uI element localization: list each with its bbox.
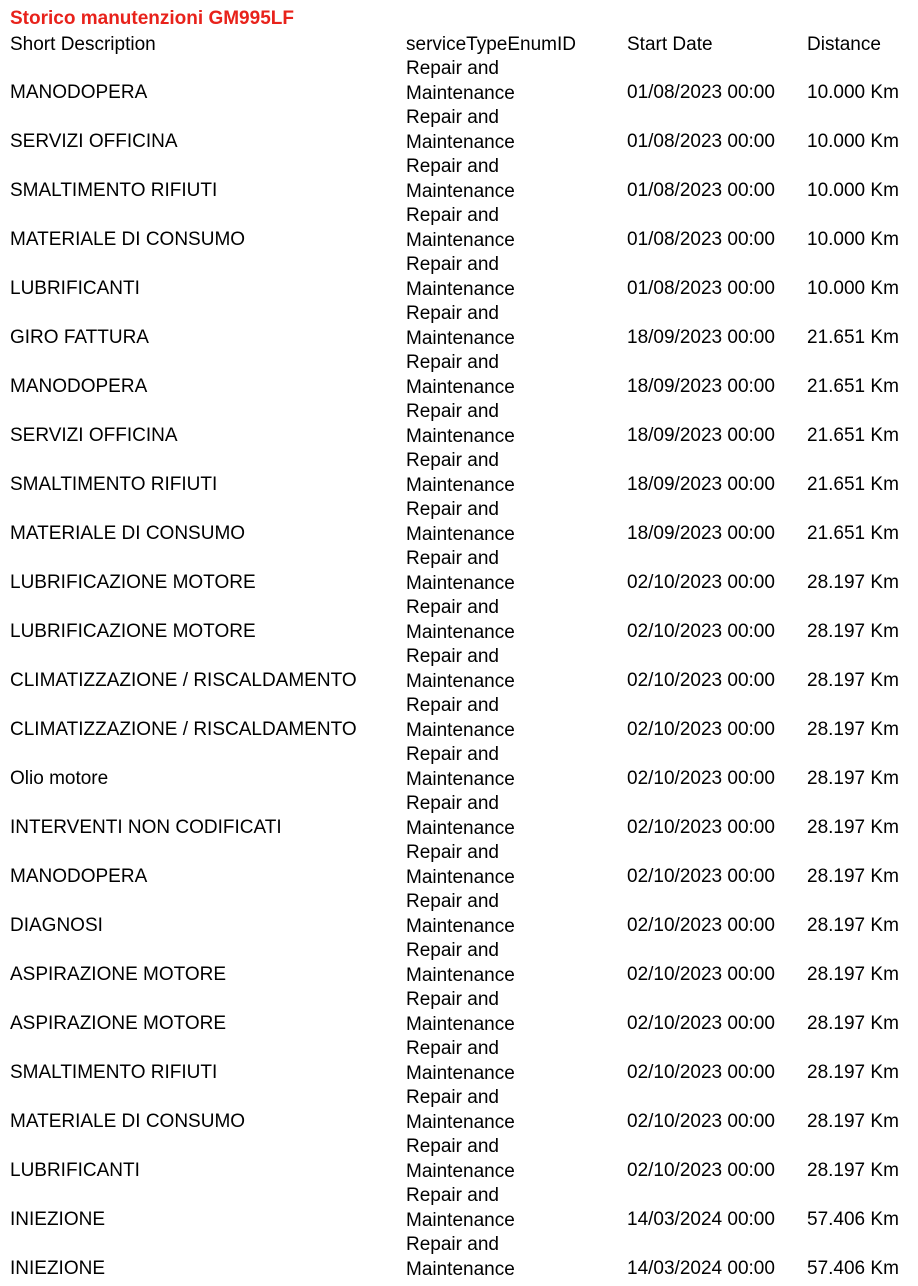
table-row <box>0 400 918 449</box>
cell-start-date: 02/10/2023 00:00 <box>627 719 775 740</box>
column-header-start-date: Start Date <box>627 34 713 55</box>
table-row <box>0 694 918 743</box>
cell-service-type: Repair and Maintenance <box>406 940 515 986</box>
cell-distance: 28.197 Km <box>807 768 899 789</box>
cell-service-type: Repair and Maintenance <box>406 107 515 153</box>
cell-service-type: Repair and Maintenance <box>406 58 515 104</box>
cell-start-date: 14/03/2024 00:00 <box>627 1209 775 1230</box>
cell-distance: 28.197 Km <box>807 1013 899 1034</box>
table-row <box>0 302 918 351</box>
table-row <box>0 449 918 498</box>
cell-description: GIRO FATTURA <box>10 327 149 348</box>
cell-service-type: Repair and Maintenance <box>406 156 515 202</box>
cell-distance: 10.000 Km <box>807 278 899 299</box>
table-row <box>0 792 918 841</box>
column-header-distance: Distance <box>807 34 881 55</box>
cell-start-date: 02/10/2023 00:00 <box>627 1013 775 1034</box>
cell-description: DIAGNOSI <box>10 915 103 936</box>
table-row <box>0 155 918 204</box>
cell-service-type: Repair and Maintenance <box>406 1087 515 1133</box>
cell-start-date: 14/03/2024 00:00 <box>627 1258 775 1279</box>
cell-distance: 10.000 Km <box>807 131 899 152</box>
cell-service-type: Repair and Maintenance <box>406 499 515 545</box>
table-row <box>0 1233 918 1282</box>
cell-service-type: Repair and Maintenance <box>406 1038 515 1084</box>
table-row <box>0 57 918 106</box>
cell-service-type: Repair and Maintenance <box>406 205 515 251</box>
cell-distance: 10.000 Km <box>807 229 899 250</box>
cell-distance: 10.000 Km <box>807 180 899 201</box>
cell-start-date: 01/08/2023 00:00 <box>627 131 775 152</box>
cell-start-date: 02/10/2023 00:00 <box>627 572 775 593</box>
cell-description: ASPIRAZIONE MOTORE <box>10 964 227 985</box>
table-row <box>0 596 918 645</box>
cell-description: MANODOPERA <box>10 376 148 397</box>
cell-start-date: 02/10/2023 00:00 <box>627 915 775 936</box>
cell-start-date: 01/08/2023 00:00 <box>627 278 775 299</box>
cell-description: SERVIZI OFFICINA <box>10 131 178 152</box>
cell-service-type: Repair and Maintenance <box>406 450 515 496</box>
cell-service-type: Repair and Maintenance <box>406 989 515 1035</box>
cell-description: ASPIRAZIONE MOTORE <box>10 1013 227 1034</box>
cell-description: MATERIALE DI CONSUMO <box>10 1111 246 1132</box>
table-row <box>0 106 918 155</box>
cell-start-date: 02/10/2023 00:00 <box>627 1062 775 1083</box>
cell-description: CLIMATIZZAZIONE / RISCALDAMENTO <box>10 670 357 691</box>
cell-start-date: 01/08/2023 00:00 <box>627 82 775 103</box>
cell-start-date: 01/08/2023 00:00 <box>627 229 775 250</box>
cell-service-type: Repair and Maintenance <box>406 1185 515 1231</box>
cell-service-type: Repair and Maintenance <box>406 303 515 349</box>
cell-start-date: 18/09/2023 00:00 <box>627 425 775 446</box>
cell-service-type: Repair and Maintenance <box>406 1136 515 1182</box>
cell-distance: 28.197 Km <box>807 670 899 691</box>
cell-start-date: 02/10/2023 00:00 <box>627 621 775 642</box>
cell-description: MANODOPERA <box>10 82 148 103</box>
table-row <box>0 743 918 792</box>
table-row <box>0 1135 918 1184</box>
cell-distance: 28.197 Km <box>807 1062 899 1083</box>
cell-description: SMALTIMENTO RIFIUTI <box>10 180 218 201</box>
cell-service-type: Repair and Maintenance <box>406 352 515 398</box>
cell-distance: 28.197 Km <box>807 817 899 838</box>
cell-distance: 28.197 Km <box>807 719 899 740</box>
cell-distance: 21.651 Km <box>807 425 899 446</box>
cell-description: Olio motore <box>10 768 109 789</box>
table-row <box>0 351 918 400</box>
cell-service-type: Repair and Maintenance <box>406 744 515 790</box>
cell-service-type: Repair and Maintenance <box>406 254 515 300</box>
cell-start-date: 02/10/2023 00:00 <box>627 964 775 985</box>
cell-description: SERVIZI OFFICINA <box>10 425 178 446</box>
cell-description: MATERIALE DI CONSUMO <box>10 523 246 544</box>
table-row <box>0 939 918 988</box>
cell-description: INIEZIONE <box>10 1209 106 1230</box>
cell-distance: 21.651 Km <box>807 327 899 348</box>
cell-service-type: Repair and Maintenance <box>406 842 515 888</box>
cell-description: INTERVENTI NON CODIFICATI <box>10 817 282 838</box>
cell-start-date: 02/10/2023 00:00 <box>627 866 775 887</box>
cell-description: LUBRIFICAZIONE MOTORE <box>10 572 256 593</box>
cell-distance: 57.406 Km <box>807 1258 899 1279</box>
table-row <box>0 1184 918 1233</box>
table-row <box>0 547 918 596</box>
table-row <box>0 253 918 302</box>
cell-start-date: 18/09/2023 00:00 <box>627 474 775 495</box>
cell-service-type: Repair and Maintenance <box>406 401 515 447</box>
cell-description: LUBRIFICAZIONE MOTORE <box>10 621 256 642</box>
cell-start-date: 18/09/2023 00:00 <box>627 376 775 397</box>
cell-service-type: Repair and Maintenance <box>406 548 515 594</box>
cell-distance: 28.197 Km <box>807 915 899 936</box>
column-header-service-type: serviceTypeEnumID <box>406 34 577 55</box>
cell-distance: 21.651 Km <box>807 474 899 495</box>
column-header-description: Short Description <box>10 34 156 55</box>
cell-description: LUBRIFICANTI <box>10 278 140 299</box>
cell-description: LUBRIFICANTI <box>10 1160 140 1181</box>
table-row <box>0 1086 918 1135</box>
table-row <box>0 645 918 694</box>
cell-distance: 57.406 Km <box>807 1209 899 1230</box>
table-row <box>0 1037 918 1086</box>
cell-distance: 28.197 Km <box>807 1111 899 1132</box>
cell-description: SMALTIMENTO RIFIUTI <box>10 1062 218 1083</box>
cell-service-type: Repair and Maintenance <box>406 1234 515 1280</box>
cell-service-type: Repair and Maintenance <box>406 646 515 692</box>
cell-distance: 28.197 Km <box>807 866 899 887</box>
table-row <box>0 204 918 253</box>
cell-description: MATERIALE DI CONSUMO <box>10 229 246 250</box>
cell-start-date: 01/08/2023 00:00 <box>627 180 775 201</box>
cell-service-type: Repair and Maintenance <box>406 793 515 839</box>
table-header <box>0 33 918 57</box>
cell-distance: 21.651 Km <box>807 523 899 544</box>
cell-distance: 28.197 Km <box>807 964 899 985</box>
cell-distance: 10.000 Km <box>807 82 899 103</box>
table-row <box>0 890 918 939</box>
cell-service-type: Repair and Maintenance <box>406 695 515 741</box>
cell-start-date: 18/09/2023 00:00 <box>627 523 775 544</box>
cell-start-date: 18/09/2023 00:00 <box>627 327 775 348</box>
cell-distance: 21.651 Km <box>807 376 899 397</box>
cell-start-date: 02/10/2023 00:00 <box>627 670 775 691</box>
cell-start-date: 02/10/2023 00:00 <box>627 1160 775 1181</box>
cell-description: INIEZIONE <box>10 1258 106 1279</box>
table-row <box>0 988 918 1037</box>
maintenance-table-body <box>0 57 918 1282</box>
cell-service-type: Repair and Maintenance <box>406 597 515 643</box>
cell-distance: 28.197 Km <box>807 572 899 593</box>
cell-service-type: Repair and Maintenance <box>406 891 515 937</box>
cell-description: SMALTIMENTO RIFIUTI <box>10 474 218 495</box>
table-row <box>0 841 918 890</box>
cell-start-date: 02/10/2023 00:00 <box>627 817 775 838</box>
cell-description: CLIMATIZZAZIONE / RISCALDAMENTO <box>10 719 357 740</box>
cell-distance: 28.197 Km <box>807 1160 899 1181</box>
cell-start-date: 02/10/2023 00:00 <box>627 768 775 789</box>
cell-start-date: 02/10/2023 00:00 <box>627 1111 775 1132</box>
table-row <box>0 498 918 547</box>
report-title: Storico manutenzioni GM995LF <box>10 8 294 29</box>
cell-description: MANODOPERA <box>10 866 148 887</box>
cell-distance: 28.197 Km <box>807 621 899 642</box>
